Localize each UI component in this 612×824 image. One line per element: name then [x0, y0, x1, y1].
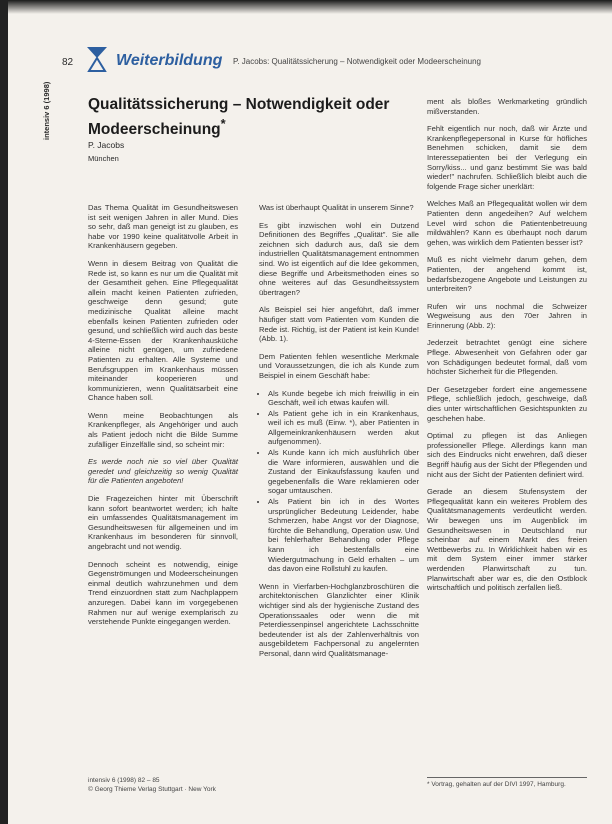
paragraph: Dennoch scheint es notwendig, einige Gegenströmungen und Modeerscheinungen einmal deutlich wahrzunehmen und dem Trend einzuordnen statt zum Nachplappern anzuregen. Dabei kann im vorgegebenen Rahmen nur auf wenige exemplarisch zu verstehende Punkte eingegangen werden. [88, 559, 238, 627]
paragraph: Als Beispiel sei hier angeführt, daß immer häufiger statt vom Patienten vom Kunden die Rede ist. Richtig, ist der Patient ist kein Kunde! (Abb. 1). [259, 305, 419, 344]
article-title: Qualitätssicherung – Notwendigkeit oder Modeerscheinung* [88, 96, 390, 139]
emphasis-paragraph: Es werde noch nie so viel über Qualität geredet und gleichzeitig so wenig Qualität für die Patienten angeboten! [88, 457, 238, 486]
list-item: • Als Kunde begebe ich mich freiwillig in ein Geschäft, weil ich etwas kaufen will. [268, 389, 419, 408]
paragraph: Jederzeit betrachtet genügt eine sichere Pflege. Abwesenheit von Gefahren oder gar von Schädigungen bedeutet formal, daß vom höchster Sicherheit für die Pflegenden. [427, 338, 587, 377]
paragraph: Das Thema Qualität im Gesundheitswesen ist seit wenigen Jahren in aller Mund. Dies so sehr, daß man geneigt ist zu glauben, es habe vor 1990 keine qualitätvolle Arbeit in Krankenhäusern gegeben. [88, 203, 238, 251]
weiterbildung-logo-icon [84, 44, 110, 74]
running-head: P. Jacobs: Qualitätssicherung – Notwendigkeit oder Modeerscheinung [233, 57, 481, 66]
text-column-3 [427, 97, 587, 601]
page-footer [88, 776, 216, 794]
paragraph: Die Fragezeichen hinter mit Überschrift kann sofort beantwortet werden; ich halte ein umfassendes Qualitätsmanagement im Gesundheitswesen für allgemeinen und im Krankenhaus im besonderen für sinnvoll, angebracht und not wendig. [88, 494, 238, 551]
section-brand: Weiterbildung [116, 52, 223, 69]
paragraph: Gerade an diesem Stufensystem der Pflegequalität kann ein weiteres Problem des Qualitätsmanagements verdeutlicht werden. Wir bewegen uns im Augenblick im Gesundheitswesen in Deutschland nur scheinbar auf einem Markt des freien Wettbewerbs zu. In Wirklichkeit haben wir es mit dem System einer immer stärker werdenden Planwirtschaft zu tun. Planwirtschaft aber war es, die den Ostblock wirtschaftlich und politisch zerfallen ließ. [427, 487, 587, 593]
journal-side-label: intensiv 6 (1998) [42, 81, 51, 140]
paragraph: Was ist überhaupt Qualität in unserem Sinne? [259, 203, 414, 212]
paragraph: Optimal zu pflegen ist das Anliegen professioneller Pflege. Allerdings kann man sich des Eindrucks nicht erwehren, daß dieser Begriff häufig aus der Sicht der Pflegenden und nicht aus der Sicht der Patienten definiert wird. [427, 431, 587, 479]
page-number: 82 [62, 57, 74, 68]
paragraph: Fehlt eigentlich nur noch, daß wir Ärzte und Krankenpflegepersonal in Kurse für höfliches Benehmen schicken, damit sie dem Interessepatienten bei der Verlegung ein Sorry/kiss... und ganz bestimmt Sie was bald wieder!" nachrufen. Schließlich bleibt auch die folgende Frage sicher unerklärt: [427, 124, 587, 191]
paragraph: Es gibt inzwischen wohl ein Dutzend Definitionen des Begriffes „Qualität". Sie alle zeichnen sich dadurch aus, daß sie dem industriellen Qualitätsmanagement entnommen sind. Wo ist eigentlich auf die Idee gekommen, diese Begriffe und Arbeitsmethoden eines so ohne weiteres auf das Gesundheitssystem übertragen? [259, 220, 419, 297]
scan-top-shadow [0, 0, 612, 14]
article-city: München [88, 154, 119, 163]
copyright-line: © Georg Thieme Verlag Stuttgart · New York [88, 786, 216, 793]
citation-line: intensiv 6 (1998) 82 – 85 [88, 777, 160, 784]
paragraph: Der Gesetzgeber fordert eine angemessene Pflege, schließlich jedoch, geschweige, daß dies unter wirtschaftlichen Gesichtspunkten zu geschehen habe. [427, 384, 587, 423]
paragraph: Wenn meine Beobachtungen als Krankenpfleger, als Angehöriger und auch als Patient jedoch nicht die Bilde Summe zufälliger Einzelfälle sind, so scheint mir: [88, 410, 238, 449]
list-item: • Als Patient gehe ich in ein Krankenhaus, weil ich es muß (Einw. *), aber Patienten in Allgemeinkrankenhäusern werden akut aufgenommen). [268, 409, 419, 447]
paragraph: Welches Maß an Pflegequalität wollen wir dem Patienten denn angedeihen? Auf welchem Level wird schon die Patientenbetreuung mildwählen? Kann es überhaupt noch darum gehen, was wirklich dem Patienten besser ist? [427, 199, 587, 247]
scan-left-edge [0, 0, 8, 824]
footnote: * Vortrag, gehalten auf der DIVI 1997, Hamburg. [427, 777, 587, 789]
paragraph: Wenn in diesem Beitrag von Qualität die Rede ist, so kann es nur um die Qualität mit der Gesamtheit gehen. Eine Pflegequalität allein macht keinen Patienten zufrieden, geschweige denn gesund; gute medizinische Qualität alleine macht ebenfalls keinen Patienten zufrieden oder gesund, und schließlich wird auch das beste 4-Sterne-Essen der Krankenhausküche alleine nicht genügen, um zufriedene Patienten zu erhalten. Alle Systeme und Berufsgruppen im Krankenhaus müssen miteinander kooperieren und kommunizieren, wenn Qualitätsarbeit eine Chance haben soll. [88, 258, 238, 403]
article-author: P. Jacobs [88, 140, 125, 150]
bullet-list [259, 389, 419, 574]
list-item: • Als Kunde kann ich mich ausführlich über die Ware informieren, auswählen und die Zustand der Einkaufsfassung kaufen und gegebenenfalls die Ware reklamieren oder sogar umtauschen. [268, 448, 419, 496]
text-column-2 [259, 203, 419, 667]
list-item: • Als Patient bin ich in des Wortes ursprünglicher Bedeutung Leidender, habe Schmerzen, habe Angst vor der Diagnose, fürchte die Behandlung, Operation usw. Und bei fehlerhafter Behandlung oder Pflege kann ich bestenfalls eine Wiedergutmachung in Geld erhalten – um das davon eine Rollstuhl zu kaufen. [268, 497, 419, 574]
paragraph: ment als bloßes Werkmarketing gründlich mißverstanden. [427, 97, 587, 116]
paragraph: Wenn in Vierfarben-Hochglanzbroschüren die architektonischen Glanzlichter einer Klinik wichtiger sind als der hygienische Zustand des Operationssaales oder wenn die mit Peterdiessenpinsel angerichtete Lachsschnitte bedeutender ist als der Zahlenverhältnis von ausgebildetem Fachpersonal zu angelernten Personal, dann wird Qualitätsmanage- [259, 581, 419, 658]
paragraph: Muß es nicht vielmehr darum gehen, dem Patienten, der angehend kommt ist, bedarfsbezogene Angebote und Leistungen zu unterbreiten? [427, 255, 587, 294]
text-column-1 [88, 203, 238, 635]
paragraph: Rufen wir uns nochmal die Schweizer Wegweisung aus den 70er Jahren in Erinnerung (Abb. 2): [427, 301, 587, 330]
paragraph: Dem Patienten fehlen wesentliche Merkmale und Voraussetzungen, die ich als Kunde zum Beispiel in einem Geschäft habe: [259, 351, 419, 380]
